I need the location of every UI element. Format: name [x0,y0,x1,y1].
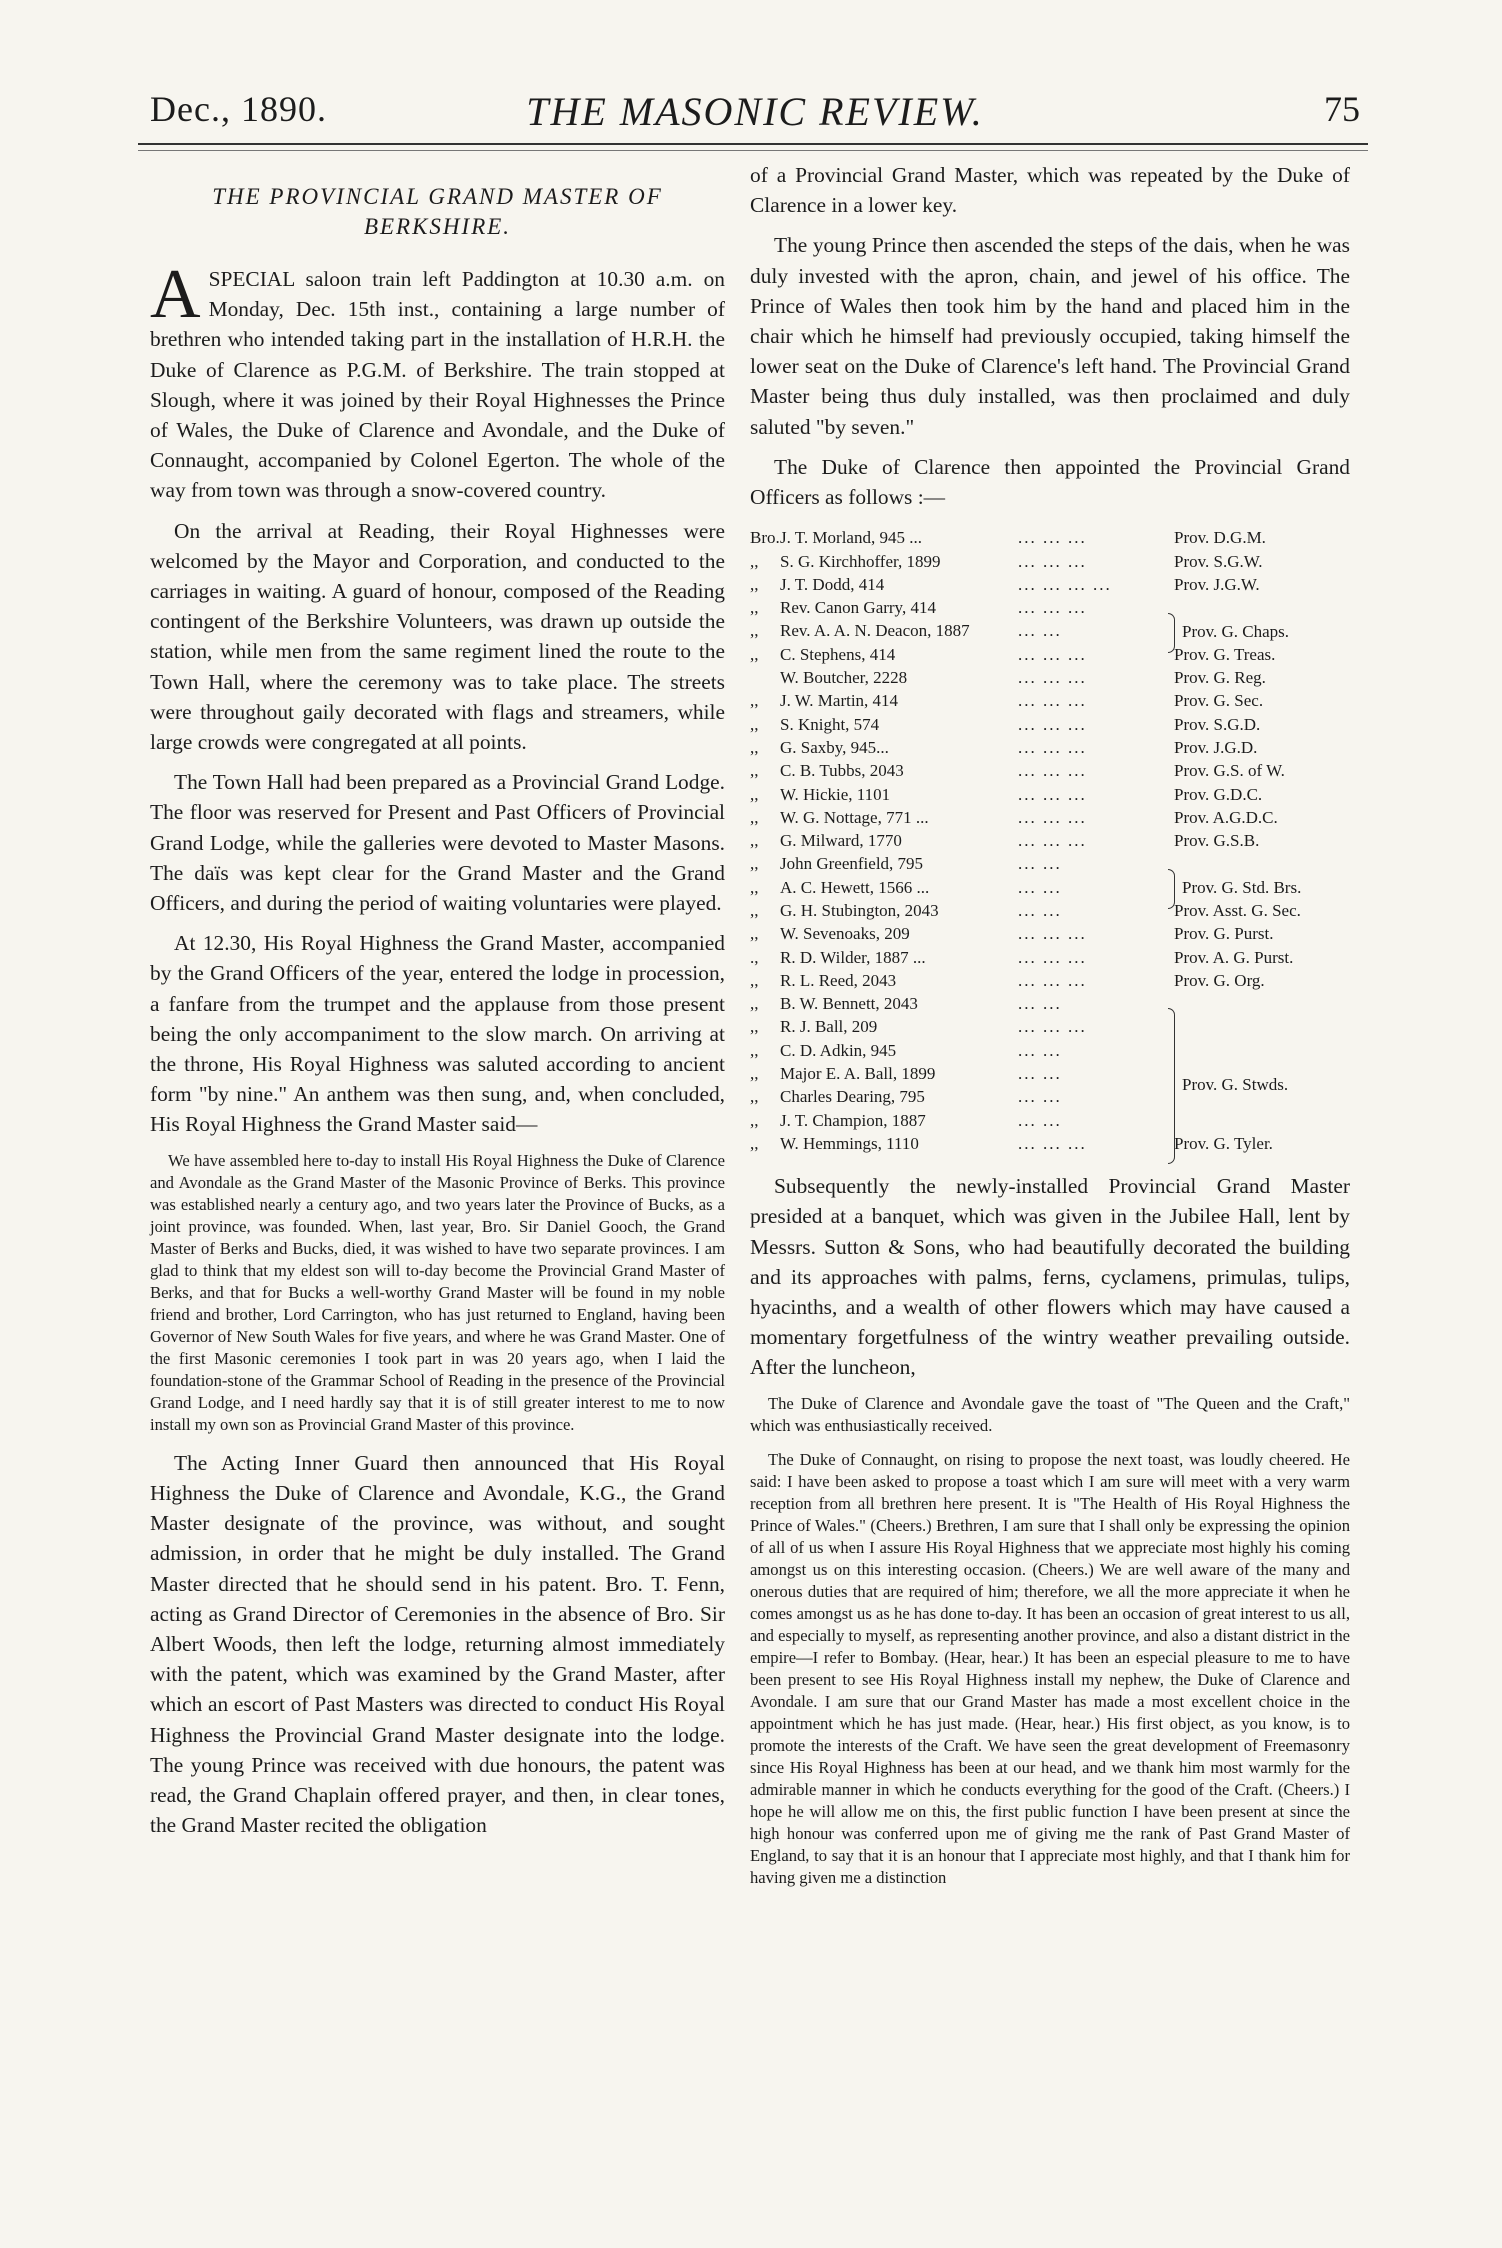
speech-prince-of-wales: We have assembled here to-day to install His Royal Highness the Duke of Clarence and Avondale as the Grand Master of the Masonic Province of Berks. This province was established nearly a century ago, and two years later the Province of Bucks, as a joint province, was founded. When, last year, Bro. Sir Daniel Gooch, the Grand Master of Berks and Bucks, died, it was wished to have two separate provinces. I am glad to think that my eldest son will to-day become the Provincial Grand Master of Berks, and that for Bucks a well-worthy Grand Master will be found in my noble friend and brother, Lord Carrington, who has just returned to England, having been Governor of New South Wales for five years, and where he was Grand Master. One of the first Masonic ceremonies I took part in was 20 years ago, when I laid the foundation-stone of the Grammar School of Reading in the presence of the Provincial Grand Lodge, and I need hardly say that it is of still greater interest to me to now install my own son as Provincial Grand Master of this province. [150,1150,725,1434]
officer-row [750,899,1350,922]
officer-row [750,922,1350,945]
officer-name: J. T. Champion, 1887 [780,1110,926,1130]
officer-rank [1174,992,1350,1015]
officer-rank: Prov. J.G.W. [1174,574,1260,594]
officer-name: B. W. Bennett, 2043 [780,994,918,1014]
officer-name: W. Hickie, 1101 [780,784,891,804]
officer-rank: Prov. A. G. Purst. [1174,947,1294,967]
officer-rank: Prov. G. Org. [1174,970,1265,990]
opening-text: SPECIAL saloon train left Paddington at 10.30 a.m. on Monday, Dec. 15th inst., containing a large number of brethren who intended taking part in the installation of H.R.H. the Duke of Clarence as P.G.M. of Berkshire. The train stopped at Slough, where it was joined by their Royal Highnesses the Prince of Wales, the Duke of Clarence and Avondale, and the Duke of Connaught, accompanied by Colonel Egerton. The whole of the way from town was through a snow-covered country. [150,267,725,503]
officer-leader-dots: ... ... ... ... [1018,574,1112,594]
officer-prefix: ,, [750,831,759,851]
officer-row [750,526,1350,549]
officer-name: J. W. Martin, 414 [780,691,899,711]
paragraph-investiture: The young Prince then ascended the steps of the dais, when he was duly invested with the apron, chain, and jewel of his office. The Prince of Wales then took him by the hand and placed him in the chair which he himself had previously occupied, taking himself the lower seat on the Duke of Clarence's left hand. The Provincial Grand Master being thus duly installed, was then proclaimed and duly saluted "by seven." [750,233,1350,439]
officer-prefix: ,, [750,1087,759,1107]
toast-queen: The Duke of Clarence and Avondale gave the toast of "The Queen and the Craft," which was enthusiastically received. [750,1393,1350,1435]
officer-row [750,643,1350,666]
officer-prefix: ,, [750,574,759,594]
officer-name: C. Stephens, 414 [780,644,896,664]
drop-cap: A [150,256,201,333]
officer-prefix: ,, [750,1110,759,1130]
officer-rank: Prov. J.G.D. [1174,737,1258,757]
officer-prefix: ,, [750,1064,759,1084]
officer-name: R. J. Ball, 209 [780,1017,878,1037]
officer-leader-dots: ... ... ... [1018,737,1087,757]
officer-rank [1174,1015,1350,1038]
officer-rank [1174,596,1350,619]
officer-leader-dots: ... ... ... [1018,784,1087,804]
officer-name: W. Sevenoaks, 209 [780,924,910,944]
officer-prefix: ,, [750,644,759,664]
officer-rank: Prov. G.S. of W. [1174,761,1285,781]
journal-title: THE MASONIC REVIEW. [526,89,984,134]
speech-duke-of-connaught: The Duke of Connaught, on rising to propose the next toast, was loudly cheered. He said: I have been asked to propose a toast which I am sure will meet with a very warm reception from all brethren here present. It is "The Health of His Royal Highness the Prince of Wales." (Cheers.) Brethren, I am sure that I shall only be expressing the opinion of all of us when I assure His Royal Highness that we appreciate most highly his coming amongst us on this interesting occasion. (Cheers.) We are well aware of the many and onerous duties that are required of him; therefore, we all the more appreciate it when he comes amongst us as he has done to-day. It has been an occasion of great interest to us all, and especially to myself, as representing another province, and also a distant district in the empire—I refer to Bombay. (Hear, hear.) It has been an especial pleasure to me to have been present to see His Royal Highness install my nephew, the Duke of Clarence and Avondale. I am sure that our Grand Master has made a most excellent choice in the appointment which he has just made. (Hear, hear.) His first object, as you know, is to promote the interests of the Craft. We have seen the great development of Freemasonry since His Royal Highness has been at our head, and we thank him most warmly for the admirable manner in which he conducts everything for the good of the Craft. (Cheers.) I hope he will allow me on this, the first public function I have been present at since the high honour was conferred upon me of giving me the rank of Past Grand Master of England, to say that it is an honour that I appreciate most highly, and that I thank him for having given me a distinction [750,1449,1350,1887]
officer-leader-dots: ... ... [1018,854,1062,874]
officer-prefix: ,, [750,900,759,920]
officer-rank: Prov. Asst. G. Sec. [1174,900,1301,920]
officer-rank: Prov. A.G.D.C. [1174,807,1278,827]
officer-row [750,596,1350,619]
brace-stwds [1168,1008,1175,1164]
officer-row [750,806,1350,829]
officer-name: R. L. Reed, 2043 [780,970,897,990]
right-column [750,160,1350,1901]
group-rank-stwds: Prov. G. Stwds. [1182,1075,1289,1095]
officer-name: G. Saxby, 945... [780,737,889,757]
issue-date: Dec., 1890. [150,89,327,129]
officer-name: G. H. Stubington, 2043 [780,900,939,920]
officer-prefix: ,, [750,877,759,897]
officer-name: S. G. Kirchhoffer, 1899 [780,551,941,571]
officer-prefix [750,666,780,689]
officer-row [750,1109,1350,1132]
officer-prefix: ,, [750,1040,759,1060]
paragraph-banquet: Subsequently the newly-installed Provincial Grand Master presided at a banquet, which was given in the Jubilee Hall, lent by Messrs. Sutton & Sons, who had beautifully decorated the building and its approaches with palms, ferns, cyclamens, primulas, tulips, hyacinths, and a wealth of other flowers which may have caused a momentary forgetfulness of the wintry weather prevailing outside. After the luncheon, [750,1174,1350,1380]
header-rule-thin [138,150,1368,151]
officer-row [750,829,1350,852]
officer-name: C. D. Adkin, 945 [780,1040,897,1060]
running-header [150,88,1360,138]
paragraph-obligation: of a Provincial Grand Master, which was repeated by the Duke of Clarence in a lower key. [750,163,1350,218]
officer-prefix: ,, [750,854,759,874]
opening-paragraph [150,256,725,506]
officer-row [750,666,1350,689]
officer-name: S. Knight, 574 [780,714,880,734]
officer-row [750,969,1350,992]
officer-prefix: ,, [750,1133,759,1153]
officer-row [750,783,1350,806]
officer-leader-dots: ... ... ... [1018,1133,1087,1153]
officer-leader-dots: ... ... ... [1018,691,1087,711]
officer-row [750,573,1350,596]
officer-rank: Prov. S.G.D. [1174,714,1261,734]
officer-name: John Greenfield, 795 [780,854,924,874]
officer-rank: Prov. G. Purst. [1174,924,1274,944]
officer-prefix: ,, [750,924,759,944]
officer-prefix: ,, [750,1017,759,1037]
officer-rank [1174,1109,1350,1132]
officer-name: J. T. Dodd, 414 [780,574,885,594]
officer-prefix: ,, [750,691,759,711]
officer-name: C. B. Tubbs, 2043 [780,761,904,781]
officer-leader-dots: ... ... ... [1018,528,1087,548]
officer-leader-dots: ... ... [1018,994,1062,1014]
officer-prefix: ,, [750,784,759,804]
officer-leader-dots: ... ... ... [1018,668,1087,688]
officer-row [750,992,1350,1015]
officer-leader-dots: ... ... ... [1018,924,1087,944]
header-rule [138,143,1368,145]
officer-name: W. Hemmings, 1110 [780,1133,919,1153]
officer-leader-dots: ... ... [1018,621,1062,641]
officer-name: Rev. A. A. N. Deacon, 1887 [780,621,970,641]
officer-prefix: ,, [750,970,759,990]
officer-prefix: ,, [750,551,759,571]
officer-prefix: ,, [750,761,759,781]
officer-name: W. G. Nottage, 771 ... [780,807,929,827]
officer-prefix: ,, [750,994,759,1014]
officer-row [750,1015,1350,1038]
officer-leader-dots: ... ... ... [1018,644,1087,664]
officer-leader-dots: ... ... ... [1018,947,1087,967]
officer-rank [1174,852,1350,875]
officer-name: Major E. A. Ball, 1899 [780,1064,936,1084]
officer-rank: Prov. G. Reg. [1174,668,1266,688]
officer-leader-dots: ... ... ... [1018,598,1087,618]
officer-leader-dots: ... ... [1018,1040,1062,1060]
officer-leader-dots: ... ... ... [1018,551,1087,571]
officer-leader-dots: ... ... [1018,1064,1062,1084]
officer-prefix: ,, [750,598,759,618]
officer-prefix: ,, [750,621,759,641]
officer-row [750,550,1350,573]
officer-name: G. Milward, 1770 [780,831,902,851]
officer-rank: Prov. G. Tyler. [1174,1133,1273,1153]
officer-name: W. Boutcher, 2228 [780,668,908,688]
officer-prefix: ,, [750,807,759,827]
officer-name: Rev. Canon Garry, 414 [780,598,936,618]
officer-prefix: ., [750,947,759,967]
officer-leader-dots: ... ... ... [1018,970,1087,990]
officer-row [750,1039,1350,1062]
group-rank-chaps: Prov. G. Chaps. [1182,622,1290,642]
officer-leader-dots: ... ... [1018,1087,1062,1107]
brace-chaps [1168,613,1175,653]
officer-rank: Prov. D.G.M. [1174,528,1266,548]
officer-row [750,852,1350,875]
officer-name: J. T. Morland, 945 ... [780,528,922,548]
officer-row [750,736,1350,759]
brace-std-brs [1168,869,1175,909]
officer-row [750,1132,1350,1155]
officer-row [750,713,1350,736]
officer-rank: Prov. G.S.B. [1174,831,1260,851]
officer-rank [1174,1039,1350,1062]
officer-leader-dots: ... ... [1018,877,1062,897]
officer-rank: Prov. G. Sec. [1174,691,1264,711]
officer-leader-dots: ... ... ... [1018,714,1087,734]
officer-leader-dots: ... ... [1018,1110,1062,1130]
officer-prefix: ,, [750,737,759,757]
officer-leader-dots: ... ... ... [1018,831,1087,851]
page-number: 75 [1324,89,1360,129]
article-title: THE PROVINCIAL GRAND MASTER OF BERKSHIRE. [212,184,663,239]
officer-name: R. D. Wilder, 1887 ... [780,947,926,967]
officer-leader-dots: ... ... [1018,900,1062,920]
officer-row [750,946,1350,969]
officer-row [750,689,1350,712]
group-rank-std-brs: Prov. G. Std. Brs. [1182,878,1302,898]
officer-name: A. C. Hewett, 1566 ... [780,877,930,897]
paragraph-inner-guard: The Acting Inner Guard then announced that His Royal Highness the Duke of Clarence and Avondale, K.G., the Grand Master designate of the province, was without, and sought admission, in order that he might be duly installed. The Grand Master directed that he should send in his patent. Bro. T. Fenn, acting as Grand Director of Ceremonies in the absence of Bro. Sir Albert Woods, then left the lodge, returning almost immediately with the patent, which was examined by the Grand Master, after which an escort of Past Masters was directed to conduct His Royal Highness the Provincial Grand Master designate into the lodge. The young Prince was received with due honours, the patent was read, the Grand Chaplain offered prayer, and then, in clear tones, the Grand Master recited the obligation [150,1450,725,1838]
officers-list [750,526,1350,1155]
officer-rank: Prov. S.G.W. [1174,551,1263,571]
officer-rank: Prov. G. Treas. [1174,644,1276,664]
officer-leader-dots: ... ... ... [1018,761,1087,781]
left-column [150,170,725,1850]
officer-name: Charles Dearing, 795 [780,1087,925,1107]
paragraph-arrival: On the arrival at Reading, their Royal Highnesses were welcomed by the Mayor and Corporation, and conducted to the carriages in waiting. A guard of honour, composed of the Reading contingent of the Berkshire Volunteers, was drawn up outside the station, while men from the same regiment lined the route to the Town Hall, where the ceremony was to take place. The streets were throughout gaily decorated with flags and streamers, while large crowds were congregated at all points. [150,518,725,755]
paragraph-appointments: The Duke of Clarence then appointed the Provincial Grand Officers as follows :— [750,454,1350,510]
officer-rank: Prov. G.D.C. [1174,784,1263,804]
officer-row [750,759,1350,782]
officer-prefix: Bro. [750,528,780,548]
officer-leader-dots: ... ... ... [1018,1017,1087,1037]
paragraph-town-hall: The Town Hall had been prepared as a Provincial Grand Lodge. The floor was reserved for Present and Past Officers of Provincial Grand Lodge, while the galleries were devoted to Master Masons. The daïs was kept clear for the Grand Master and the Grand Officers, and during the period of waiting voluntaries were played. [150,770,725,916]
officer-prefix: ,, [750,714,759,734]
paragraph-procession: At 12.30, His Royal Highness the Grand Master, accompanied by the Grand Officers of the year, entered the lodge in procession, a fanfare from the trumpet and the applause from those present being the only accompaniment to the slow march. On arriving at the throne, His Royal Highness was saluted according to ancient form "by nine." An anthem was then sung, and, when concluded, His Royal Highness the Grand Master said— [150,931,725,1137]
officer-leader-dots: ... ... ... [1018,807,1087,827]
